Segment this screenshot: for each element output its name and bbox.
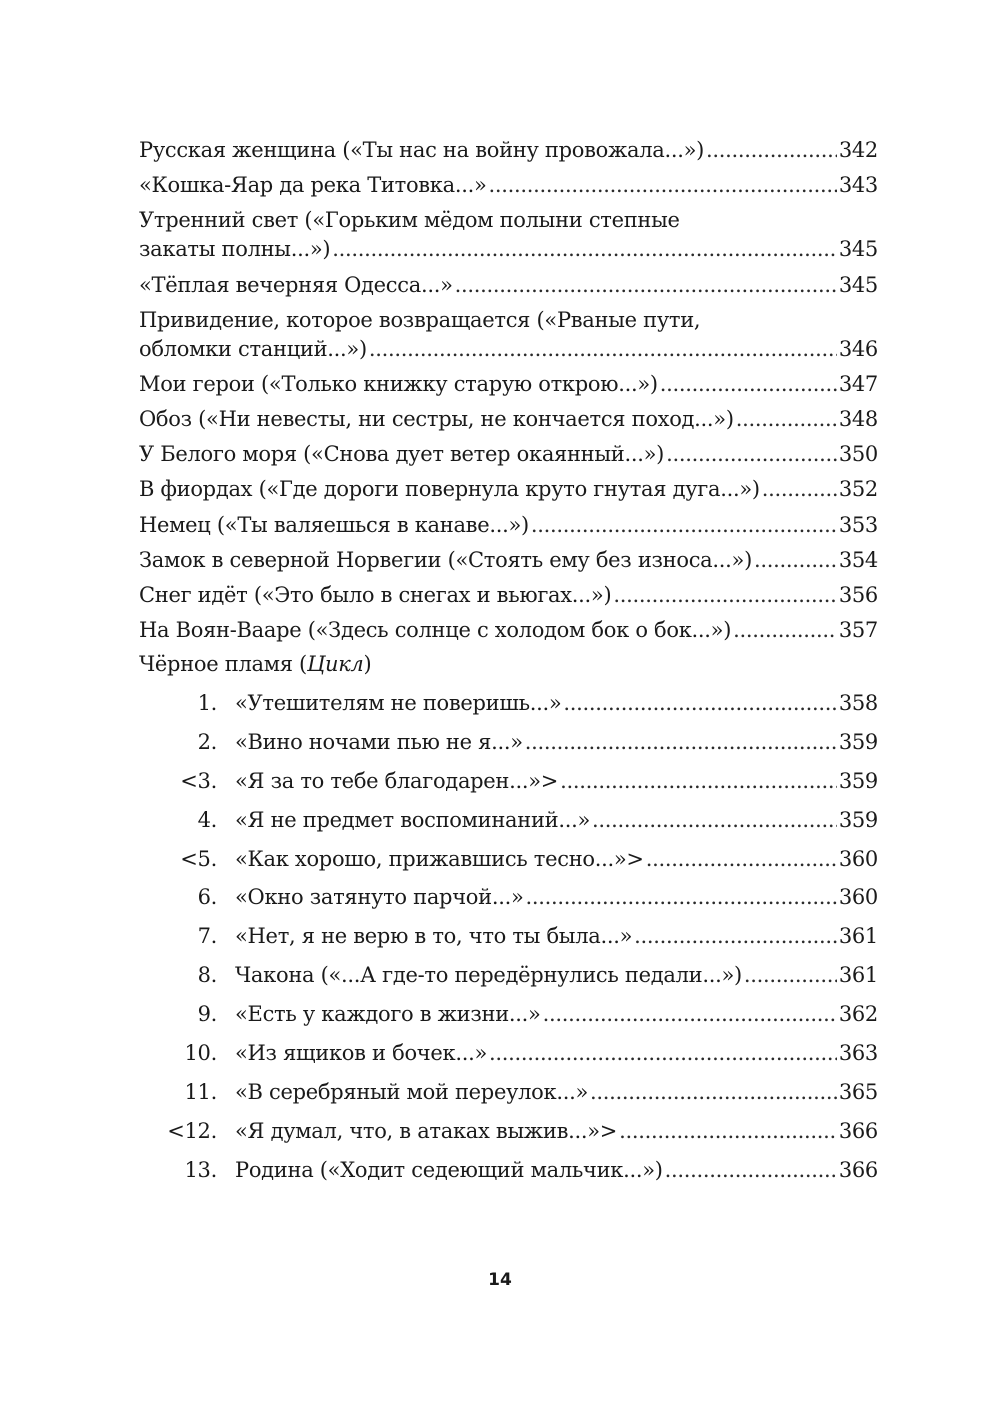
cycle-item-number: 8. [197,963,217,988]
toc-entry-title: «Кошка-Яар да река Титовка...» [139,173,487,198]
cycle-item-page: 358 [838,690,878,715]
toc-entry-title: Мои герои («Только книжку старую открою...») [139,371,658,396]
toc-entry-title: Снег идёт («Это было в снегах и вьюгах...») [139,582,612,607]
toc-entry-page: 350 [838,442,878,467]
dot-leader [660,371,837,397]
cycle-item [139,716,878,755]
toc-entry-title: У Белого моря («Снова дует ветер окаянный...») [139,442,665,467]
cycle-item [139,833,878,872]
cycle-item-page: 366 [838,1157,878,1182]
cycle-item-title: «Я думал, что, в атаках выжив...»> [235,1118,618,1143]
cycle-item-number: 4. [197,807,217,832]
cycle-item-page: 361 [838,924,878,949]
toc-entry [139,467,878,502]
toc-entry-title: Русская женщина («Ты нас на войну провожала...») [139,138,705,163]
toc-entry-title: Обоз («Ни невесты, ни сестры, не кончается поход...») [139,406,734,431]
toc-entry-page: 342 [838,138,878,163]
table-of-contents [139,128,878,1183]
cycle-item-title: «Как хорошо, прижавшись тесно...»> [235,846,644,871]
cycle-item-title: Родина («Ходит седеющий мальчик...») [235,1157,663,1182]
cycle-item [139,910,878,949]
cycle-item-page: 365 [838,1079,878,1104]
dot-leader [736,406,837,432]
toc-entry-title: Замок в северной Норвегии («Стоять ему без износа...») [139,547,752,572]
cycle-item-title: «Окно затянуто парчой...» [235,885,524,910]
cycle-item-page: 362 [838,1002,878,1027]
dot-leader [560,768,837,794]
dot-leader [619,1118,837,1144]
toc-entry-title-line1: Привидение, которое возвращается («Рваные пути, [139,307,701,332]
toc-entry-title: В фиордах («Где дороги повернула круто гнутая дуга...») [139,477,760,502]
cycle-item [139,1066,878,1105]
dot-leader [455,272,837,298]
dot-leader [592,807,837,833]
cycle-item-number: 10. [184,1040,217,1065]
toc-entry [139,538,878,573]
cycle-item-title: «Есть у каждого в жизни...» [235,1002,541,1027]
cycle-item-title: «Вино ночами пью не я...» [235,729,523,754]
page-number: 14 [488,1270,512,1290]
toc-entry-page: 346 [838,336,878,361]
cycle-item [139,755,878,794]
dot-leader [332,236,837,262]
cycle-item-number: 2. [197,729,217,754]
cycle-item [139,988,878,1027]
dot-leader [526,884,837,910]
cycle-item-page: 360 [838,846,878,871]
toc-entry-title: «Тёплая вечерняя Одесса...» [139,272,453,297]
cycle-item-page: 361 [838,963,878,988]
toc-entry [139,362,878,397]
cycle-item-number: 7. [197,924,217,949]
dot-leader [489,1040,837,1066]
toc-entry-title-line1: Утренний свет («Горьким мёдом полыни степные [139,208,680,233]
toc-entry-page: 354 [838,547,878,572]
toc-entry [139,432,878,467]
toc-entry [139,128,878,163]
toc-entry [139,163,878,198]
toc-entry-page: 356 [838,582,878,607]
cycle-item-page: 360 [838,885,878,910]
cycle-heading-text [139,651,371,677]
cycle-item [139,949,878,988]
cycle-item [139,1105,878,1144]
cycle-item-title: «Я за то тебе благодарен...»> [235,768,559,793]
dot-leader [754,547,837,573]
dot-leader [369,336,837,362]
toc-entry-page: 352 [838,477,878,502]
cycle-item-number: 9. [197,1002,217,1027]
dot-leader [762,476,837,502]
cycle-item-page: 366 [838,1118,878,1143]
dot-leader [706,137,837,163]
toc-entry-title-line2: обломки станций...») [139,336,367,361]
dot-leader [531,512,837,538]
toc-entry [139,397,878,432]
dot-leader [744,962,837,988]
cycle-item-number: 11. [184,1079,217,1104]
cycle-item [139,1144,878,1183]
toc-entry [139,608,878,643]
toc-entry-title: Немец («Ты валяешься в канаве...») [139,512,529,537]
dot-leader [525,729,837,755]
cycle-title-italic: Цикл [306,652,364,677]
toc-entry [139,198,878,262]
cycle-item-page: 359 [838,768,878,793]
cycle-heading [139,643,878,677]
dot-leader [733,617,837,643]
toc-entry [139,262,878,297]
dot-leader [665,1157,837,1183]
toc-entry-page: 348 [838,406,878,431]
toc-entry [139,298,878,362]
cycle-item-page: 363 [838,1040,878,1065]
cycle-item [139,872,878,911]
dot-leader [634,923,837,949]
cycle-title-close: ) [363,652,372,677]
cycle-item-page: 359 [838,729,878,754]
cycle-title: Чёрное пламя ( [139,652,307,677]
cycle-item-title: «Утешителям не поверишь...» [235,690,562,715]
toc-entry-page: 345 [838,272,878,297]
toc-entry [139,502,878,537]
cycle-item-page: 359 [838,807,878,832]
dot-leader [666,441,837,467]
toc-entry [139,573,878,608]
cycle-item-title: Чакона («...А где-то передёрнулись педали...») [235,963,742,988]
dot-leader [543,1001,837,1027]
cycle-item-title: «Нет, я не верю в то, что ты была...» [235,924,633,949]
cycle-item [139,677,878,716]
dot-leader [646,846,837,872]
toc-entry-page: 357 [838,618,878,643]
cycle-item-title: «Из ящиков и бочек...» [235,1040,487,1065]
toc-entry-title: На Воян-Вааре («Здесь солнце с холодом бок о бок...») [139,618,732,643]
cycle-item-number: <5. [180,846,217,871]
cycle-item-number: 1. [197,690,217,715]
cycle-item [139,794,878,833]
cycle-item-number: <12. [167,1118,217,1143]
cycle-item-number: <3. [180,768,217,793]
cycle-item-title: «Я не предмет воспоминаний...» [235,807,591,832]
dot-leader [613,582,836,608]
dot-leader [590,1079,837,1105]
toc-entry-page: 347 [838,371,878,396]
cycle-item-number: 13. [184,1157,217,1182]
dot-leader [563,690,836,716]
toc-entry-title-line2: закаты полны...») [139,237,331,262]
dot-leader [489,172,837,198]
cycle-item-number: 6. [197,885,217,910]
toc-entry-page: 343 [838,173,878,198]
cycle-item-title: «В серебряный мой переулок...» [235,1079,589,1104]
toc-entry-page: 345 [838,237,878,262]
cycle-item [139,1027,878,1066]
toc-entry-page: 353 [838,512,878,537]
